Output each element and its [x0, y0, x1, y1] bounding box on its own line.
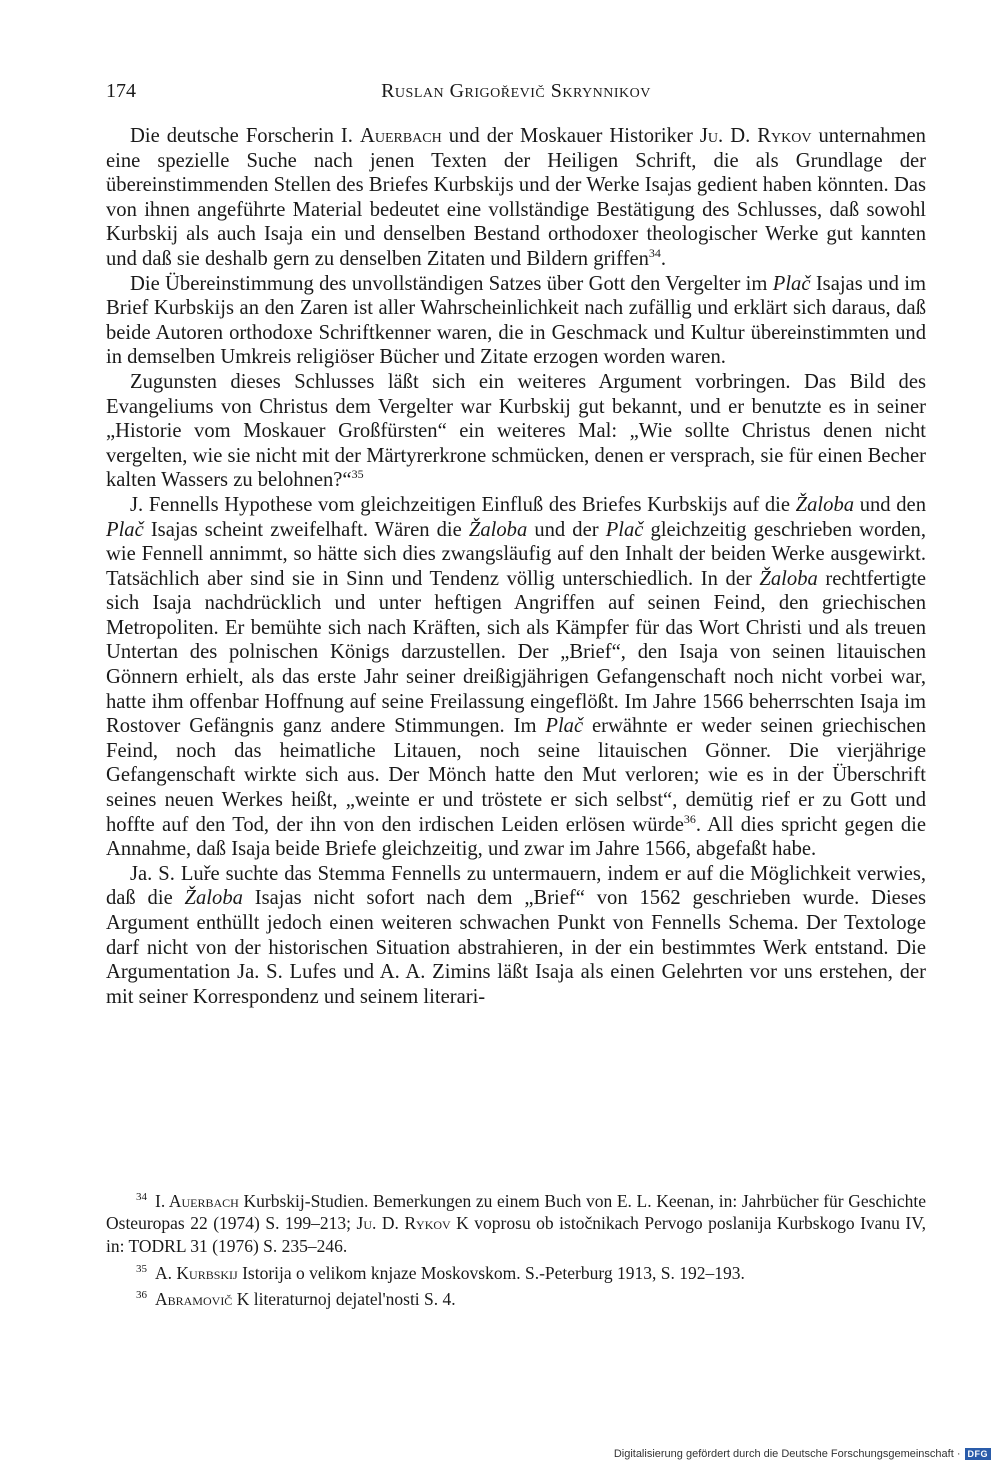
paragraph-3: Zugunsten dieses Schlusses läßt sich ein weiteres Argument vorbringen. Das Bild des Evangeliums von Christus dem Vergelter war Kurbskij gut bekannt, und er benutzte es in seiner „Historie vom Moskauer Großfürsten“ ein weiteres Mal: „Wie sollte Christus denen nicht vergelten, wie sie nicht mit der Märtyrerkrone schmücken, denen er versprach, sie für einen Becher kalten Wassers zu belohnen?“$^{35}$: [106, 370, 926, 492]
dfg-logo-icon: DFG: [965, 1448, 992, 1460]
paragraph-4: J. Fennells Hypothese vom gleichzeitigen Einfluß des Briefes Kurbskijs auf die Žaloba und den Plač Isajas scheint zweifelhaft. Wären die Žaloba und der Plač gleichzeitig geschrieben worden, wie Fennell annimmt, so hätte sich dies zwangsläufig auf den Inhalt der beiden Werke ausgewirkt. Tatsächlich aber sind sie in Sinn und Tendenz völlig unterschiedlich. In der Žaloba rechtfertigte sich Isaja nachdrücklich und unter heftigen Angriffen auf seinen Feind, den griechischen Metropoliten. Er bemühte sich nach Kräften, sich als Kämpfer für das Wort Christi und als treuen Untertan des polnischen Königs darzustellen. Der „Brief“, den Isaja von seinen litauischen Gönnern erhielt, als das erste Jahr seiner dreißigjährigen Gefangenschaft noch nicht vorbei war, hatte ihm offenbar Hoffnung auf seine Freilassung eingeflößt. Im Jahre 1566 beherrschten Isaja im Rostover Gefängnis ganz andere Stimmungen. Im Plač erwähnte er weder seinen griechischen Feind, noch das heimatliche Litauen, noch seine litauischen Gönner. Die vierjährige Gefangenschaft wirkte sich aus. Der Mönch hatte den Mut verloren; wie es in der Überschrift seines neuen Werkes heißt, „weinte er und tröstete er sich selbst“, demütig rief er zu Gott und hoffte auf den Tod, der ihn von den irdischen Leiden erlösen würde$^{36}$. All dies spricht gegen die Annahme, daß Isaja beide Briefe gleichzeitig, und zwar im Jahre 1566, abgefaßt habe.: [106, 493, 927, 861]
footnote-34: $^{34}$ I. Auerbach Kurbskij-Studien. Bemerkungen zu einem Buch von E. L. Keenan, in: Jahrbücher für Geschichte Osteuropas 22 (1974) S. 199–213; Ju. D. Rykov K voprosu ob istočnikach Pervogo poslanija Kurbskogo Ivanu IV, in: TODRL 31 (1976) S. 235–246.: [106, 1190, 927, 1257]
running-head: Ruslan Grigořevič Skrynnikov: [381, 80, 651, 102]
digitization-credit: [614, 1444, 991, 1464]
credit-text: Digitalisierung gefördert durch die Deutsche Forschungsgemeinschaft ·: [613, 1448, 961, 1460]
paragraph-1: Die deutsche Forscherin I. Auerbach und der Moskauer Historiker Ju. D. Rykov unternahmen eine spezielle Suche nach jenen Texten der Heiligen Schrift, die als Grundlage der übereinstimmenden Stellen des Briefes Kurbskijs und der Werke Isajas gedient haben könnten. Das von ihnen angeführte Material bedeutet eine vollständige Bestätigung des Schlusses, daß sowohl Kurbskij als auch Isaja ein und denselben Bestand orthodoxer theologischer Werke gut kannten und daß sie deshalb gern zu denselben Zitaten und Bildern griffen$^{34}$.: [106, 125, 926, 270]
footnotes: [106, 1186, 926, 1310]
footnote-36: $^{36}$ Abramovič K literaturnoj dejatel'nosti S. 4.: [136, 1288, 456, 1309]
footnote-ref-35[interactable]: 35: [351, 467, 364, 482]
footnote-35: $^{35}$ A. Kurbskij Istorija o velikom knjaze Moskovskom. S.-Peterburg 1913, S. 192–193.: [136, 1262, 745, 1283]
page-header: [106, 80, 926, 106]
paragraph-2: Die Übereinstimmung des unvollständigen Satzes über Gott den Vergelter im Plač Isajas und im Brief Kurbskijs an den Zaren ist aller Wahrscheinlichkeit nach zufällig und erklärt sich daraus, daß beide Autoren orthodoxe Schriftkenner waren, die in Geschmack und Kultur übereinstimmten und in demselben Umkreis religiöser Bücher und Zitate erzogen worden waren.: [106, 272, 927, 369]
paragraph-5: Ja. S. Luře suchte das Stemma Fennells zu untermauern, indem er auf die Möglichkeit verwies, daß die Žaloba Isajas nicht sofort nach dem „Brief“ von 1562 geschrieben wurde. Dieses Argument enthüllt jedoch einen weiteren schwachen Punkt von Fennells Schema. Der Textologe darf nicht von der historischen Situation abstrahieren, in der ein bestimmtes Werk entstand. Die Argumentation Ja. S. Lufes und A. A. Zimins läßt Isaja als einen Gelehrten vor uns erstehen, der mit seiner Korrespondenz und seinem literari-: [106, 862, 926, 1008]
footnote-ref-34[interactable]: 34: [648, 246, 661, 261]
body-text: [106, 124, 926, 1009]
footnote-ref-36[interactable]: 36: [683, 811, 696, 826]
page-number: 174: [106, 80, 136, 102]
